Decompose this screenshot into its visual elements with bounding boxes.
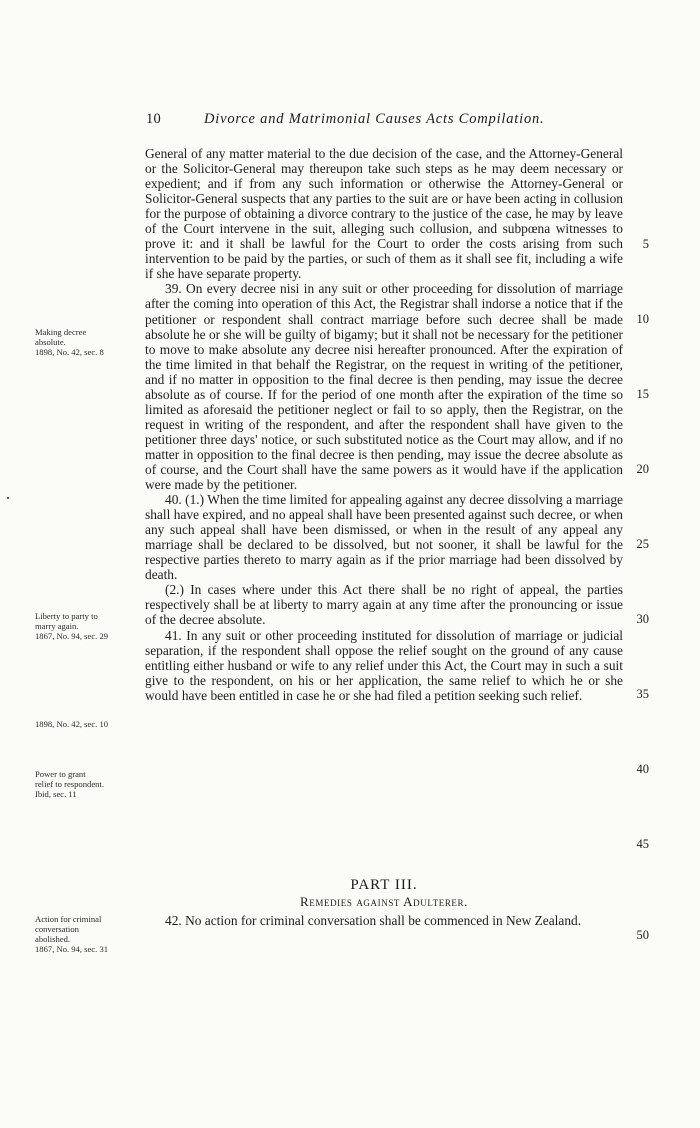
line-number: 35 [636,687,649,701]
line-number: 50 [636,928,649,942]
margin-note-marry-again [35,611,133,641]
body-text-block-1 [145,146,623,703]
scan-speck [7,497,9,499]
margin-note-line: Ibid, sec. 11 [35,789,77,799]
margin-note-line: 1867, No. 94, sec. 31 [35,944,109,954]
running-title: Divorce and Matrimonial Causes Acts Compilation. [204,111,545,127]
line-number: 20 [636,462,649,476]
margin-note-line: Action for criminal [35,914,102,924]
margin-note-line: Liberty to party to [35,611,98,621]
margin-note-line: relief to respondent. [35,779,104,789]
page-number: 10 [146,111,161,127]
margin-note-decree-absolute [35,327,133,357]
paragraph-section-40-2: (2.) In cases where under this Act there shall be no right of appeal, the parties respectively shall be at liberty to marry again at any time after the pronouncing or issue of the decree absolute. [145,582,623,628]
line-number: 45 [636,837,649,851]
margin-note-1898-sec10 [35,719,133,729]
part-heading: PART III. [350,877,418,893]
margin-note-line: Power to grant [35,769,86,779]
margin-note-line: 1898, No. 42, sec. 8 [35,347,104,357]
margin-note-line: 1867, No. 94, sec. 29 [35,631,109,641]
line-number: 40 [636,762,649,776]
paragraph-section-39: 39. On every decree nisi in any suit or other proceeding for dissolution of marriage after the coming into operation of this Act, the Registrar shall indorse a notice that if the petitioner or respondent shall contract marriage before such decree shall be made absolute he or she will be guilty of bigamy; but it shall not be necessary for the petitioner to move to make absolute any decree nisi hereafter pronounced. After the expiration of the time limited in that behalf the Registrar, on the request in writing of the petitioner, and if no matter in opposition to the final decree is then pending, may issue the decree absolute as of course. If for the period of one month after the expiration of the time so limited as aforesaid the petitioner neglect or fail to so apply, then the Registrar, on the request in writing of the respondent, and after the respondent shall have given to the petitioner three days' notice, or such substituted notice as the Court may allow, and if no matter in opposition to the final decree is then pending, may issue the decree absolute as of course, and the Court shall have the same powers as it would have if the application were made by the petitioner. [145,281,623,493]
margin-note-line: Making decree [35,327,87,337]
paragraph-section-41: 41. In any suit or other proceeding instituted for dissolution of marriage or judicial separation, if the respondent shall oppose the relief sought on the ground of any cause entitling either husband or wife to any relief under this Act, the Court may in such a suit give to the respondent, on his or her application, the same relief to which he or she would have been entitled in case he or she had filed a petition seeking such relief. [145,627,623,703]
paragraph-section-40-1: 40. (1.) When the time limited for appealing against any decree dissolving a marriage shall have expired, and no appeal shall have been presented against such decree, or when any such appeal shall have been dismissed, or when in the result of any appeal any marriage shall be declared to be dissolved, but not sooner, it shall be lawful for the respective parties thereto to marry again as if the prior marriage had been dissolved by death. [145,492,623,583]
margin-note-line: conversation [35,924,79,934]
part-subheading: Remedies against Adulterer. [300,894,468,909]
line-number: 25 [636,537,649,551]
paragraph-collusion: General of any matter material to the due decision of the case, and the Attorney-General or the Solicitor-General may thereupon take such steps as he may deem necessary or expedient; and if from any such information or otherwise the Attorney-General or Solicitor-General suspects that any parties to the suit are or have been acting in collusion for the purpose of obtaining a divorce contrary to the justice of the case, he may by leave of the Court intervene in the suit, alleging such collusion, and subpœna witnesses to prove it: and it shall be lawful for the Court to order the costs arising from such intervention to be paid by the parties, or such of them as it shall see fit, including a wife if she have separate property. [145,146,623,282]
paragraph-section-42: 42. No action for criminal conversation shall be commenced in New Zealand. [165,913,582,928]
margin-note-criminal-conversation [35,914,133,954]
line-number: 15 [636,387,649,401]
running-header [146,111,590,131]
margin-note-line: absolute. [35,337,66,347]
margin-note-relief-respondent [35,769,133,799]
line-number: 5 [642,237,649,251]
body-text-block-2 [145,913,623,928]
margin-note-line: abolished. [35,934,71,944]
line-number: 30 [636,612,649,626]
margin-note-line: marry again. [35,621,79,631]
line-number: 10 [636,312,649,326]
margin-note-line: 1898, No. 42, sec. 10 [35,719,109,729]
